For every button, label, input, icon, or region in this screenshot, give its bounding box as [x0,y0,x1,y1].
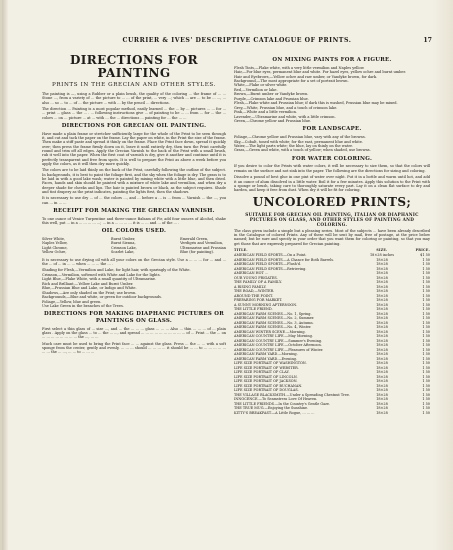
print-title: LIFE SIZE PORTRAIT OF BUCHANAN. [234,383,303,388]
shading-line: Blue,—Prussian Blue and Lake, or Indigo and White. [42,286,137,291]
figure-mixing-line: Lavender,—Ultramarine and white, with a little crimson. [234,114,336,119]
print-title: THE FAMILY OF A FAMILY. [234,280,283,285]
print-price: 1 50 [422,347,430,352]
oil-color-item: Burnt Sienna, [111,241,136,246]
varnish-receipt-paragraph: To one ounce of Venice Turpentine and three-ounce Balsam of Fir, add four ounces of Alcohol, shake this well, put ... in a ... ... ... ... ...; ... in a ... ... ... ... it is ... ... and ... of the ... . [42,216,226,226]
print-size: 18×28 inches [370,253,394,258]
print-price: 1 50 [422,293,430,298]
print-size: 18×28 [376,298,388,303]
print-price: 1 50 [422,271,430,276]
landscape-heading: FOR LANDSCAPE. [302,126,362,133]
print-title: AMERICAN COUNTRY LIFE.—October Afternoon. [234,343,322,348]
print-title: AMERICAN FARM SCENES.—No. 2, Summer. [234,316,315,321]
print-size: 18×28 [376,271,388,276]
print-price: 1 50 [422,383,430,388]
oil-color-item: Blue (for painting). [180,250,214,255]
print-size: 18×28 [376,316,388,321]
figure-mixing-line: White,—Flake or silver white. [234,83,288,88]
print-size: 18×28 [376,325,388,330]
print-title: A SUNNY MORNING AFTERNOON. [234,302,298,307]
oil-color-item: Verdigris and Vermilion, [180,241,224,246]
print-price: 1 50 [422,361,430,366]
print-title: OUR YOUNG FRIGATES. [234,275,278,280]
print-price: 1 50 [422,284,430,289]
print-title: LIFE SIZE PORTRAIT OF CLAY. [234,370,290,375]
print-price: 1 50 [422,406,430,411]
page-edge-shadow [433,0,453,550]
print-title: A RISING FAMILY. [234,284,267,289]
landscape-line: Water,—The light parts white; the blue, lay on thinly on the water. [234,143,353,148]
print-title: AMERICAN COUNTRY LIFE.—Summer's Evening. [234,338,323,343]
print-title: AMERICAN COUNTRY LIFE.—May Morning. [234,334,313,339]
print-title: LIFE SIZE PORTRAIT OF WASHINGTON. [234,361,307,366]
oil-colors-heading: OIL COLORS USED. [101,228,167,235]
print-price: 1 50 [422,329,430,334]
oil-color-item: Burnt Umber, [111,237,136,242]
print-title: AMERICAN FARM SCENES.—No. 1, Spring. [234,311,312,316]
shading-line: Foliage,—Yellow, blue and green. [42,299,102,304]
print-title: LIFE SIZE PORTRAIT OF LINCOLN. [234,374,298,379]
print-size: 18×28 [376,284,388,289]
oil-color-item: Scarlet Lake, [111,250,135,255]
shading-line: Backgrounds,—Blue and white, or green for outdoor backgrounds. [42,295,162,300]
intro-paragraph: The painting is —, using a Rubber or a plain brush, the quality of the coloring ... the frame of ... ... Stone ..., from a variety of ... the picture to ... ... of the print, ... very ...; which ... are ... to be ... ..., ... also ... so ... to ... of ... the picture ... with ... by the pencil ... directions. [42,92,226,105]
print-size: 18×28 [376,334,388,339]
print-size: 18×28 [376,266,388,271]
figure-mixing-line: Hair and Eyebrows,—Yellow ochre and raw umber, or Vandyke brown, for dark. [234,74,378,79]
title-column-header: TITLE. [234,247,248,252]
print-title: AMERICAN FIELD SPORTS.—On a Point. [234,253,307,258]
print-price: 1 50 [422,262,430,267]
figure-mixing-line: Purple,—Crimson lake and Prussian blue. [234,96,309,101]
print-price: 1 50 [422,379,430,384]
diaphanic-paragraph: First select a thin glass of ... size ..., and ... the ... ... ... glass ... ... ... Also ... thin ... ... ... of ... plain glass . Apply on the glass ... to ... the ... ..., and spread ... ... ... ... ... ... ... ... ... ... of ... Print ... the ... on ... ... ... ... ... ... ... ... the ..., ... ... [42,326,226,340]
uncolored-prints-subtitle: SUITABLE FOR GRECIAN OIL PAINTING, ITALIAN OR DIAPHANIC PICTURES ON GLASS, AND OTHER STYLES OF PAINTING AND COLORING. [245,211,419,227]
price-list [234,248,430,416]
print-size: 18×28 [376,361,388,366]
print-size: 18×28 [376,397,388,402]
running-title: CURRIER & IVES' DESCRIPTIVE CATALOGUE OF PRINTS. [122,37,352,44]
print-title: PREPARING FOR MARKET. [234,298,283,303]
print-price: 1 50 [422,320,430,325]
print-title: AMERICAN FARM YARD.—Evening. [234,356,297,361]
oil-colors-column [111,237,137,255]
water-coloring-heading: FOR WATER COLORING. [291,155,373,162]
print-title: THE LITTLE FRIEND. [234,307,273,312]
print-size: 18×28 [376,329,388,334]
print-title: THE VILLAGE BLACKSMITH.—Under a Spreading Chestnut Tree. [234,392,351,397]
oil-color-item: Light Chrome, [42,245,68,250]
oil-color-item: Naples Yellow, [42,241,68,246]
print-size: 18×28 [376,383,388,388]
print-size: 18×28 [376,262,388,267]
painting-directions-title: DIRECTIONS FOR PAINTING [69,54,199,80]
figure-mixing-line: Hair,—For blue eyes, permanent blue and white. For hazel eyes, yellow ochre and burnt umber. [234,70,406,75]
print-title: AMERICAN HOT ... [234,271,269,276]
print-size: 18×28 [376,280,388,285]
print-price: 1 50 [422,266,430,271]
figure-mixing-line: Grey,—White, Prussian blue, and a touch of crimson lake. [234,105,338,110]
uncolored-prints-intro: The class given include a simple but a pleasing series. Most of the subjects ... have been already described in the Catalogue of colored Prints. Any of these will be sent by mail, free of postage, at the price below named; but be sure and specify in your order that you want them for coloring or painting, so that you may get those that are expressly prepared for Grecian painting. [234,228,430,246]
print-price: 1 50 [422,397,430,402]
landscape-line: Sky,—Cobalt, toned with white; for the east, permanent blue and white. [234,139,363,144]
print-title: THE LITTLE FRIENDS.—In the Country's Gentle Gaze. [234,401,331,406]
price-list-header [234,248,430,253]
print-size: 18×28 [376,392,388,397]
shading-line: Light Blue,—Flake White, with a small quantity of Ultramarine. [42,277,157,282]
print-size: 18×28 [376,302,388,307]
intro-paragraph: The direction ... Painting is a most popular method, easily learned ... the ... by ... pictures ... ... for ... ... print ... glass ... the ... . ... following instructions give ... of painting to be ... ... from ... for ... the ... colors ... on ... picture ... at ... with ... the ... directions ... painting for ... the ... ... [42,107,226,120]
grecian-paragraph: The colors are to be laid thinly on the back of the Print, carefully following the outline of the subject. In backgrounds, it is best to paint the foliage first, and the sky when the foliage is dry. The grass is to be laid in with a good lake wash; water is painted by mixing white with a little blue, and then dried. Faces, hands and skin should be painted with a mixture of white lake and vermilion, and when dry a deeper shade for cheeks and lips. The hair is painted brown or black, as the subject requires. Shade and tint drapery as the print indicates, painting the lights first, then the shadows. [42,168,226,195]
shading-line: Use Lake Green in the branches of the Trees. [42,303,124,308]
print-price: 1 50 [422,307,430,312]
print-size: 18×28 [376,293,388,298]
print-title: AMERICAN FARM YARD.—Morning. [234,352,298,357]
oil-color-item: Yellow Ochre, [42,250,67,255]
page-number: 17 [423,37,432,44]
varnish-receipt-heading: RECEIPT FOR MAKING THE GRECIAN VARNISH. [53,208,215,215]
print-price: 1 50 [422,311,430,316]
print-size: 18×28 [376,275,388,280]
print-price: 1 50 [422,401,430,406]
print-title: THE TRUE MUG.—Enjoying the Sunshine. [234,406,309,411]
print-price: 1 50 [422,352,430,357]
print-title: LIFE SIZE PORTRAIT OF WEBSTER. [234,365,299,370]
print-price: 1 50 [422,325,430,330]
figure-mixing-line: Flesh,—Flake white and Prussian blue; if dark this is washed, Prussian blue may be mixed. [234,101,398,106]
print-title: AMERICAN FIELD SPORTS.—Retrieving. [234,266,307,271]
print-price: 1 50 [422,298,430,303]
print-size: 18×28 [376,289,388,294]
diaphanic-paragraph: Much care must be used to bring the Print face ... ... against the glass. Press ... the ... ... with a soft sponge from the center, gently and evenly, ... ... ... should ... ... ... ... it should be ... ... to ... ... ... ... ... ... ... the ... ..., ... ... to ... ... ... [42,341,226,355]
figure-mixing-line: Brown,—Burnt umber or Vandyke brown. [234,92,309,97]
uncolored-prints-title: UNCOLORED PRINTS; [252,194,412,209]
figure-mixing-line: Green,—Chrome yellow and Prussian blue. [234,119,312,124]
print-title: AMERICAN FARM SCENES.—No. 4, Winter. [234,325,312,330]
shading-line: Shadows,—Are only shaded on the Print; use brown. [42,290,137,295]
print-title: AMERICAN WINTER SCENE.—Morning. [234,329,306,334]
print-title: KITTY'S BREAKFAST.—A Little Rogue, ... ... ... [234,410,315,415]
print-size: 18×28 [376,352,388,357]
water-coloring-paragraph: If you desire to color the Prints with water colors, it will be necessary to size them, so that the colors will remain on the surface and not sink into the paper. The following are the directions for sizing and coloring. [234,164,430,173]
print-price: 1 50 [422,338,430,343]
page-gutter-shadow [2,0,8,550]
print-price: 1 50 [422,365,430,370]
print-size: 18×28 [376,379,388,384]
figure-mixing-line: Pink,—White and a little vermilion. [234,110,297,115]
print-size: 18×28 [376,338,388,343]
landscape-list [234,135,430,153]
price-list-rows [234,253,430,415]
table-row [234,411,430,416]
print-price: 1 50 [422,370,430,375]
print-size: 18×28 [376,401,388,406]
grecian-paragraph: It is necessary to use dry ... of ... the colors ..., and ... before a ... is ... from ... Varnish ... the ..., you can ... in ... ... [42,196,226,205]
oil-color-item: Crimson Lake, [111,245,137,250]
shading-line: Rich and Brilliant,—Yellow Lake and Burnt Umber. [42,281,134,286]
shading-line: Crimson,—Vermilion, softened with White and Lake for the lights. [42,272,161,277]
print-title: LIFE SIZE PORTRAIT OF JACKSON. [234,379,298,384]
oil-colors-list [42,237,226,255]
print-title: AROUND THE POINT. [234,293,273,298]
print-size: 18×28 [376,343,388,348]
print-size: 18×28 [376,388,388,393]
print-title: AMERICAN FIELD SPORTS.—Flush'd. [234,262,302,267]
figure-mixing-line: Background,—The most appropriate for a set of portrait brown. [234,78,349,83]
page-header [42,37,432,47]
landscape-line: Grass,—Green and white, with a touch of yellow; when shaded, use browns. [234,148,371,153]
right-column [234,54,430,415]
print-size: 18×28 [376,356,388,361]
print-price: 1 50 [422,316,430,321]
print-title: AMERICAN COUNTRY LIFE.—Pleasures of Winter. [234,347,324,352]
painting-directions-subtitle: PRINTS IN THE GRECIAN AND OTHER STYLES. [51,82,217,88]
print-size: 18×28 [376,311,388,316]
grecian-heading: DIRECTIONS FOR GRECIAN OIL PAINTING. [61,123,207,130]
grecian-paragraph: Have made a plain frame or stretcher sufficiently large for the whole of the Print to be seen through it, and cut and tack the paper on the frame. Lay the paper on white, in the Print the size of the frame. Then make a stiff paste and spread it thinly on the frame. Place the Print face down, spread it quickly over; then press the frame firmly down on it, leave it until entirely dry, then turn the Print carefully round and trim off all edges. Apply the Grecian Varnish to the back of the Print with a small brush, rub it well into the paper. When the first coat of varnish is dry, give it another and continue until it is perfectly transparent and free from spots. It is well to prepare the Print as above a week before you apply the colors, as it will then dry more quickly. [42,131,226,167]
print-size: 18×28 [376,257,388,262]
water-coloring-paragraph: Dissolve a pound of best glue in one pint of water over night. Put it in a bottle and warm until hot, and add it an ounce of alum dissolved in a little water. Boil it for a few minutes. Apply this solution to the Print with a sponge or brush, taking care to thoroughly saturate every part. Lay it on a clean flat surface to dry and harden, and keep it free from dust. When dry it will be fit for coloring. [234,175,430,193]
shading-instructions [42,268,226,308]
print-size: 18×28 [376,374,388,379]
print-price: 1 50 [422,275,430,280]
print-price: 1 50 [422,334,430,339]
print-size: 18×28 [376,307,388,312]
print-price: 1 50 [422,374,430,379]
print-price: 1 50 [422,289,430,294]
oil-colors-column [180,237,226,255]
oil-colors-column [42,237,68,255]
print-price: 1 50 [422,343,430,348]
shading-line: Shading for Flesh,—Vermilion and Lake, for light hair, with sparingly of the White. [42,268,191,273]
figure-mixing-heading: ON MIXING PAINTS FOR A FIGURE. [272,57,392,63]
print-title: AMERICAN FARM SCENES.—No. 3, Autumn. [234,320,314,325]
print-title: AMERICAN FIELD SPORTS.—A Chance for Both Barrels. [234,257,335,262]
print-price: 1 50 [422,388,430,393]
print-price: 1 50 [422,302,430,307]
print-size: 18×28 [376,410,388,415]
print-price: 1 50 [422,257,430,262]
print-title: INNOCENCE.—To Seamstress Love Of Heaven. [234,397,318,402]
size-column-header: SIZE. [376,247,388,252]
oil-color-item: Silver White, [42,237,66,242]
figure-mixing-line: Flesh Tints,—Flake white, with a very little vermilion and Naples yellow. [234,65,365,70]
print-price: 1 50 [422,392,430,397]
oil-color-item: Emerald Green, [180,237,209,242]
diaphanic-heading: DIRECTIONS FOR MAKING DIAPHANIC PICTURES OR PAINTINGS ON GLASS. [44,311,224,325]
print-size: 18×28 [376,406,388,411]
landscape-line: Foliage,—Chrome yellow and Prussian blue, vary with any of the browns. [234,135,366,140]
print-size: 18×28 [376,370,388,375]
left-column [42,54,226,357]
oil-color-item: Ultramarine and Prussian [180,245,226,250]
figure-mixing-list [234,66,430,124]
print-price: 1 50 [422,356,430,361]
print-size: 18×28 [376,347,388,352]
print-price: 1 50 [422,410,430,415]
print-size: 18×28 [376,320,388,325]
price-column-header: PRICE. [415,247,430,252]
print-price: 1 50 [422,280,430,285]
figure-mixing-line: Red,—Vermilion or lake. [234,87,278,92]
oil-colors-note: It is necessary to use drying oil with all your colors on the Grecian style. Use a ... ... ... for ... and ... the ... of ... in ... ... when ... ... ... the ... . [42,257,226,266]
print-title: THE ROAD,—WINTER. [234,289,275,294]
print-title: LIFE SIZE PORTRAIT OF DOUGLAS. [234,388,299,393]
print-size: 18×28 [376,365,388,370]
print-price: $1 50 [420,253,430,258]
